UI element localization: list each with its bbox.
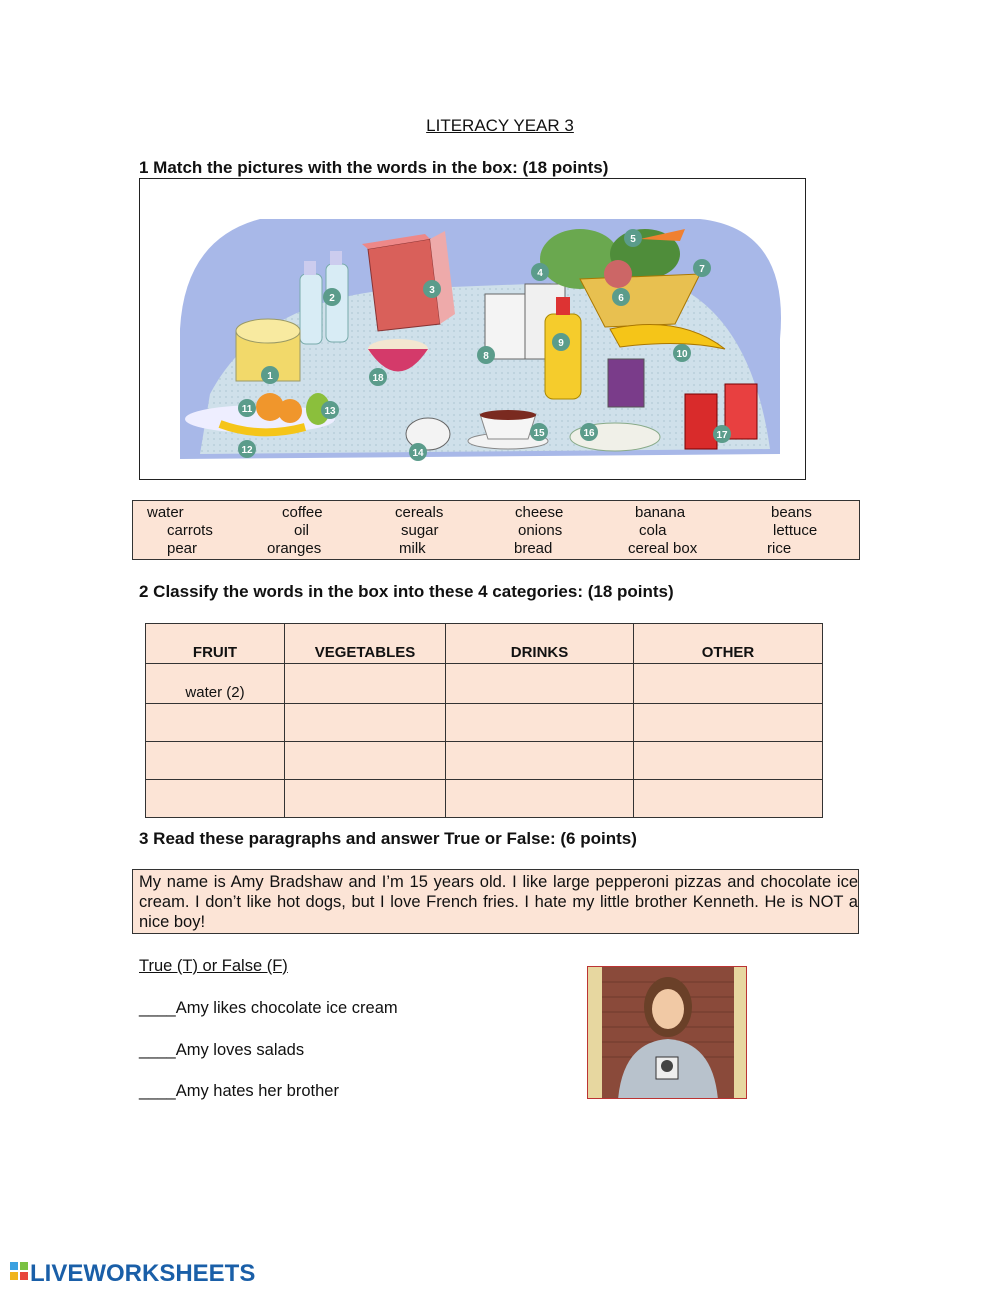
word-item: banana xyxy=(635,504,686,521)
answer-cell[interactable] xyxy=(285,742,446,780)
word-item: cola xyxy=(639,522,667,539)
section3-heading: 3 Read these paragraphs and answer True or False: (6 points) xyxy=(139,829,637,848)
answer-cell[interactable] xyxy=(634,664,823,704)
word-item: water xyxy=(147,504,184,521)
word-item: onions xyxy=(518,522,563,539)
answer-cell[interactable] xyxy=(634,780,823,818)
liveworksheets-logo xyxy=(8,1258,278,1288)
table-row xyxy=(146,704,823,742)
column-header-fruit: FRUIT xyxy=(146,624,285,664)
column-header-other: OTHER xyxy=(634,624,823,664)
number-label: 11 xyxy=(241,404,253,415)
answer-cell[interactable] xyxy=(146,704,285,742)
statement-1[interactable]: ____Amy likes chocolate ice cream xyxy=(139,999,398,1017)
girl-photo xyxy=(587,966,747,1099)
word-item: cereal box xyxy=(628,540,698,557)
food-picture xyxy=(139,178,806,480)
number-label: 14 xyxy=(412,448,424,459)
number-label: 1 xyxy=(267,371,273,382)
logo-text: LIVEWORKSHEETS xyxy=(30,1260,256,1287)
answer-cell[interactable] xyxy=(634,742,823,780)
girl-photo-illustration xyxy=(588,967,747,1099)
column-header-vegetables: VEGETABLES xyxy=(285,624,446,664)
answer-cell[interactable] xyxy=(146,742,285,780)
logo-mark xyxy=(8,1258,278,1288)
word-item: sugar xyxy=(401,522,439,539)
word-item: pear xyxy=(167,540,198,557)
reading-paragraph: My name is Amy Bradshaw and I’m 15 years old. I like large pepperoni pizzas and chocolate ice cream. I don’t like hot dogs, but I love French fries. I hate my little brother Kenneth. He is NOT a nice boy! xyxy=(132,869,859,934)
number-label: 13 xyxy=(324,406,336,417)
number-label: 18 xyxy=(372,373,384,384)
answer-cell[interactable] xyxy=(446,742,634,780)
answer-cell[interactable] xyxy=(285,704,446,742)
word-item: cheese xyxy=(515,504,564,521)
number-label: 2 xyxy=(329,293,335,304)
answer-cell[interactable] xyxy=(446,664,634,704)
number-label: 9 xyxy=(558,338,564,349)
number-label: 3 xyxy=(429,285,435,296)
answer-cell[interactable] xyxy=(285,664,446,704)
classification-table xyxy=(145,623,823,818)
word-item: beans xyxy=(771,504,812,521)
statement-3[interactable]: ____Amy hates her brother xyxy=(139,1082,339,1100)
word-item: rice xyxy=(767,540,792,557)
word-item: carrots xyxy=(167,522,213,539)
word-item: coffee xyxy=(282,504,323,521)
section2-heading: 2 Classify the words in the box into these 4 categories: (18 points) xyxy=(139,582,674,601)
section1-heading: 1 Match the pictures with the words in the box: (18 points) xyxy=(139,158,609,177)
table-header-row xyxy=(146,624,823,664)
statement-2[interactable]: ____Amy loves salads xyxy=(139,1041,305,1059)
number-label: 6 xyxy=(618,293,624,304)
number-label: 12 xyxy=(241,445,253,456)
answer-cell[interactable] xyxy=(634,704,823,742)
answer-cell[interactable] xyxy=(146,780,285,818)
number-label: 16 xyxy=(583,428,595,439)
number-label: 4 xyxy=(537,268,543,279)
answer-cell[interactable] xyxy=(285,780,446,818)
answer-cell[interactable] xyxy=(446,704,634,742)
number-label: 15 xyxy=(533,428,545,439)
true-false-title: True (T) or False (F) xyxy=(139,957,288,975)
cola-glass xyxy=(608,359,644,407)
word-item: cereals xyxy=(395,504,444,521)
word-item: bread xyxy=(514,540,553,557)
worksheet-title: LITERACY YEAR 3 xyxy=(426,116,574,135)
number-label: 7 xyxy=(699,264,705,275)
word-item: oil xyxy=(294,522,310,539)
number-label: 5 xyxy=(630,234,636,245)
table-row xyxy=(146,664,823,704)
cereal-box xyxy=(362,231,455,331)
word-item: lettuce xyxy=(773,522,818,539)
word-item: oranges xyxy=(267,540,322,557)
word-item: milk xyxy=(399,540,426,557)
number-label: 17 xyxy=(716,430,728,441)
table-row xyxy=(146,742,823,780)
number-label: 10 xyxy=(676,349,688,360)
answer-cell[interactable]: water (2) xyxy=(146,664,285,704)
column-header-drinks: DRINKS xyxy=(446,624,634,664)
word-box xyxy=(132,500,860,560)
answer-cell[interactable] xyxy=(446,780,634,818)
number-label: 8 xyxy=(483,351,489,362)
food-illustration xyxy=(140,179,806,480)
table-row xyxy=(146,780,823,818)
